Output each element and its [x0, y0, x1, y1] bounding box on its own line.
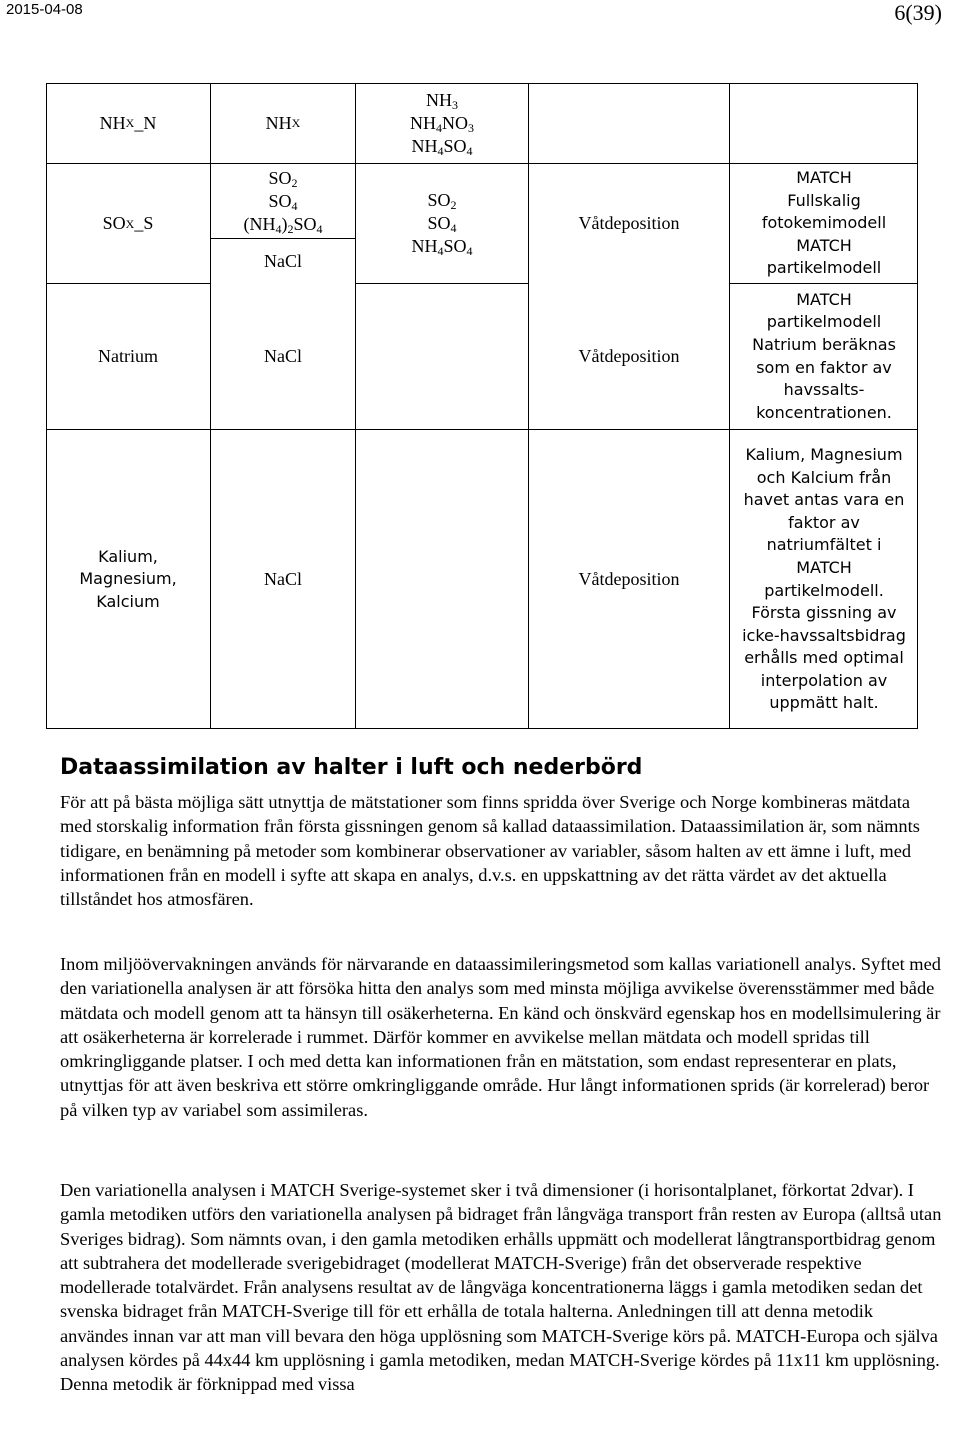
cell-so-species: $SO_2$ $SO_4$ $(NH_4)_2SO_4$ — [243, 167, 323, 236]
paragraph-match-sverige: Den variationella analysen i MATCH Sverige-systemet sker i två dimensioner (i horisontalplanet, förkortat 2dvar). I gamla metodiken utförs den variationella analysen på bidraget från långväga transport från resten av Europa (alltså utan Sveriges bidrag). Som nämnts ovan, i den gamla metodiken erhålls uppmätt och modellerat långtransportbidrag genom att subtrahera det modellerade sverigebidraget (modellerat MATCH-Sverige) från det observerade respektive modellerade totalvärdet. Från analysens resultat av de långväga koncentrationerna läggs i gamla metodiken sedan det svenska bidraget från MATCH-Sverige till för ett erhålla de totala halterna. Anledningen till att denna metodik användes innan var att man vill bevara den höga upplösning som MATCH-Sverige körs på. MATCH-Europa och själva analysen kördes på 44x44 km upplösning i gamla metodiken, medan MATCH-Sverige kördes på 11x11 km upplösning. Denna metodik är förknippad med vissa — [60, 1180, 942, 1395]
cell-nhx-n: NH X _N — [99, 112, 157, 133]
cell-nacl-kalium: NaCl — [264, 569, 302, 589]
section-heading: Dataassimilation av halter i luft och nederbörd — [60, 755, 643, 780]
cell-nacl-sox: NaCl — [264, 250, 302, 271]
cell-deposition-kalium: Våtdeposition — [578, 569, 680, 589]
table-body — [46, 83, 918, 729]
page-number: 6(39) — [894, 0, 942, 25]
cell-nh-species: $NH_3$ $NH_4NO_3$ $NH_4SO_4$ — [410, 89, 474, 158]
cell-natrium: Natrium — [98, 346, 158, 366]
cell-sox-s: SO X _S — [102, 213, 154, 233]
cell-model-natrium: MATCH partikelmodell Natrium beräknas som en faktor av havssalts- koncentrationen. — [752, 289, 896, 422]
paragraph-intro: För att på bästa möjliga sätt utnyttja de mätstationer som finns spridda över Sverige och Norge kombineras mätdata med storskalig information från första gissningen genom så kallad dataassimilation. Dataassimilation är, som nämnts tidigare, en benämning på metoder som kombinerar observationer av variabler, såsom halten av ett ämne i luft, med informationen från en modell i syfte att skapa en analys, d.v.s. en uppskattning av det rätta värdet av det aktuella tillståndet hos atmosfären. — [60, 792, 920, 910]
cell-model-sox: MATCH Fullskalig fotokemimodell MATCH partikelmodell — [761, 168, 887, 278]
header-date: 2015-04-08 — [6, 1, 83, 18]
cell-model-kalium: Kalium, Magnesium och Kalcium från havet antas vara en faktor av natriumfältet i MATCH partikelmodell. Första gissning av icke-havssaltsbidrag erhålls med optimal interpolation av uppmätt halt. — [742, 444, 906, 713]
cell-deposition-natrium: Våtdeposition — [578, 346, 680, 366]
paragraph-variational: Inom miljöövervakningen används för närvarande en dataassimileringsmetod som kallas variationell analys. Syftet med den variationella analysen är att försöka hitta den analys som med minsta möjliga avvikelse överensstämmer med både mätdata och modell genom att ta hänsyn till osäkerheterna. En känd och önskvärd egenskap hos en modellsimulering är att osäkerheterna är korrelerade i rummet. Därför kommer en avvikelse mellan mätdata och modell spridas till omkringliggande platser. I och med detta kan informationen från en mätstation, som endast representerar en plats, utnyttjas för att även beskriva ett större omkringliggande område. Hur långt informationen sprids (är korrelerad) beror på vilken typ av variabel som assimileras. — [60, 954, 941, 1120]
cell-kalium-group: Kalium, Magnesium, Kalcium — [79, 546, 177, 611]
cell-so-measured: $SO_2$ $SO_4$ $NH_4SO_4$ — [411, 190, 473, 258]
cell-deposition-sox: Våtdeposition — [578, 213, 680, 233]
cell-nacl-natrium: NaCl — [264, 346, 302, 366]
cell-nhx: NH X — [265, 112, 301, 133]
